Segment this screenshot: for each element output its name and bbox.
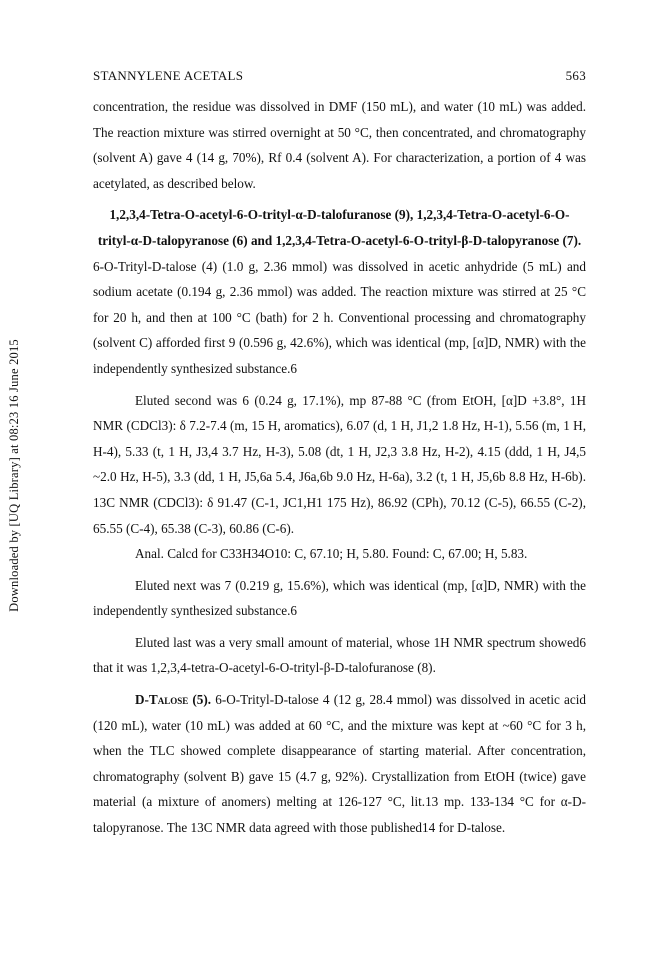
paragraph-d-talose: [93, 687, 586, 841]
running-title: STANNYLENE ACETALS: [93, 68, 244, 83]
d-talose-text: 6-O-Trityl-D-talose 4 (12 g, 28.4 mmol) was dissolved in acetic acid (120 mL), water (10 mL) was added at 60 °C, and the mixture was kept at ~60 °C for 3 h, when the TLC showed complete disappearance of starting material. After concentration, chromatography (solvent B) gave 15 (4.7 g, 92%). Crystallization from EtOH (twice) gave material (a mixture of anomers) melting at 126-127 °C, lit.13 mp. 133-134 °C for α-D-talopyranose. The 13C NMR data agreed with those published14 for D-talose.: [93, 692, 586, 836]
section-heading-acetylation: 1,2,3,4-Tetra-O-acetyl-6-O-trityl-α-D-talofuranose (9), 1,2,3,4-Tetra-O-acetyl-6-O-trityl-α-D-talopyranose (6) and 1,2,3,4-Tetra-O-acetyl-6-O-trityl-β-D-talopyranose (7).: [97, 207, 582, 248]
page-header: [93, 68, 586, 84]
paragraph-eluted-second: Eluted second was 6 (0.24 g, 17.1%), mp 87-88 °C (from EtOH, [α]D +3.8°, 1H NMR (CDCl3): δ 7.2-7.4 (m, 15 H, aromatics), 6.07 (d, 1 H, J1,2 1.8 Hz, H-1), 5.56 (m, 1 H, H-4), 5.33 (t, 1 H, J3,4 3.7 Hz, H-3), 5.08 (dt, 1 H, J2,3 3.8 Hz, H-2), 4.15 (ddd, 1 H, J4,5 ~2.0 Hz, H-5), 3.3 (dd, 1 H, J5,6a 5.4, J6a,6b 9.0 Hz, H-6a), 3.2 (t, 1 H, J5,6b 8.8 Hz, H-6b). 13C NMR (CDCl3): δ 91.47 (C-1, JC1,H1 175 Hz), 86.92 (CPh), 70.12 (C-5), 66.55 (C-2), 65.55 (C-4), 65.38 (C-3), 60.86 (C-6).: [93, 392, 586, 536]
paragraph-acetylation: 6-O-Trityl-D-talose (4) (1.0 g, 2.36 mmol) was dissolved in acetic anhydride (5 mL) and sodium acetate (0.194 g, 2.36 mmol) was added. The reaction mixture was stirred at 25 °C for 20 h, and then at 100 °C (bath) for 2 h. Conventional processing and chromatography (solvent C) afforded first 9 (0.596 g, 42.6%), which was identical (mp, [α]D, NMR) with the independently synthesized substance.6: [93, 258, 586, 376]
d-talose-heading: D-Talose (5).: [135, 692, 212, 708]
download-watermark: Downloaded by [UQ Library] at 08:23 16 June 2015: [6, 338, 21, 612]
paragraph-eluted-last: Eluted last was a very small amount of material, whose 1H NMR spectrum showed6 that it was 1,2,3,4-tetra-O-acetyl-6-O-trityl-β-D-talofuranose (8).: [93, 634, 586, 676]
paragraph-continuation: concentration, the residue was dissolved in DMF (150 mL), and water (10 mL) was added. The reaction mixture was stirred overnight at 50 °C, then concentrated, and chromatography (solvent A) gave 4 (14 g, 70%), Rf 0.4 (solvent A). For characterization, a portion of 4 was acetylated, as described below.: [93, 99, 586, 191]
paragraph-eluted-next: Eluted next was 7 (0.219 g, 15.6%), which was identical (mp, [α]D, NMR) with the independently synthesized substance.6: [93, 577, 586, 619]
paragraph-analysis: Anal. Calcd for C33H34O10: C, 67.10; H, 5.80. Found: C, 67.00; H, 5.83.: [135, 546, 528, 562]
page-number: 563: [565, 68, 586, 83]
article-body: [93, 94, 586, 841]
